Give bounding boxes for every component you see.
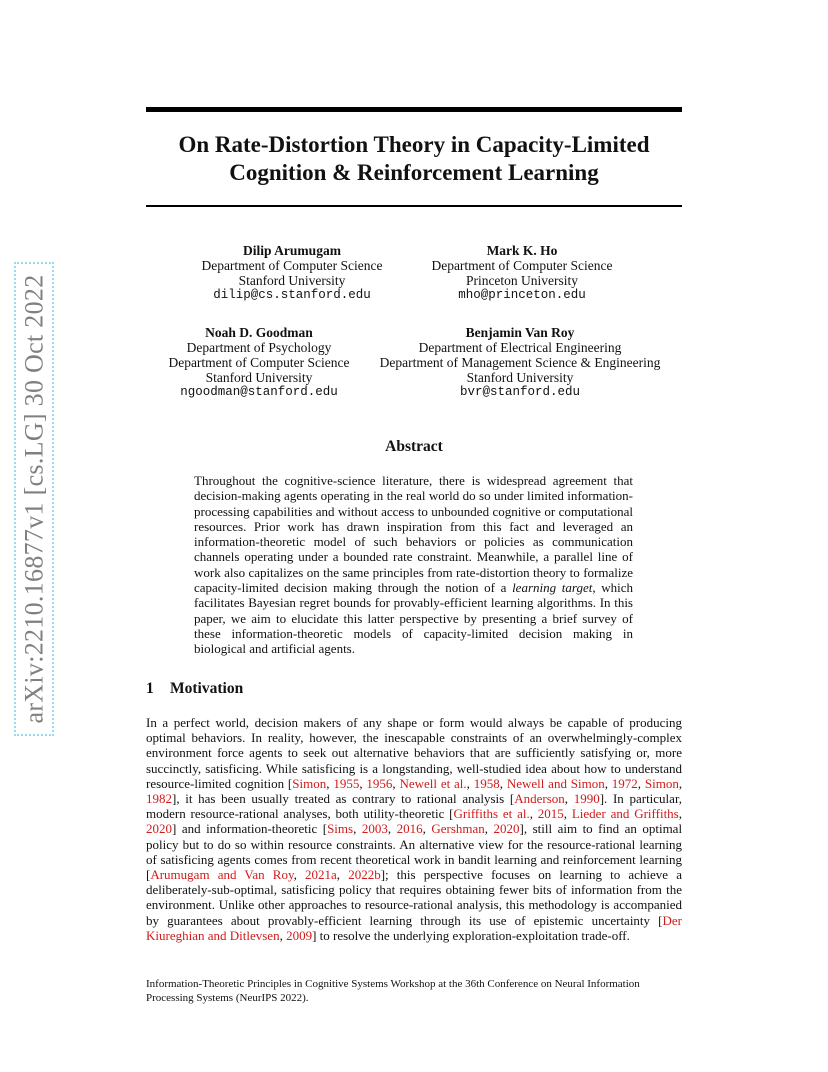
author-block-1 <box>186 243 398 303</box>
abstract-heading: Abstract <box>385 438 443 455</box>
author-email[interactable]: ngoodman@stanford.edu <box>180 385 338 399</box>
citation-sep: , <box>678 775 683 791</box>
arxiv-id: arXiv:2210.16877v1 [cs.LG] 30 Oct 2022 <box>19 274 48 724</box>
author-affiliation: Department of Computer Science <box>168 355 350 370</box>
title-line-2: Cognition & Reinforcement Learning <box>229 160 599 185</box>
body-text: ] to resolve the underlying exploration-exploitation trade-off. <box>312 927 630 943</box>
body-text: ]. In particular, modern resource-rational analyses, both utility-theoretic [ <box>146 791 682 822</box>
author-name: Dilip Arumugam <box>243 243 341 258</box>
author-name: Noah D. Goodman <box>205 325 313 340</box>
author-block-3 <box>160 325 358 400</box>
abstract-text-part: Throughout the cognitive-science literature, there is widespread agreement that decision-making agents operating in the real world do so under limited information-processing capabilities and without access to unbounded cognitive or computational resources. Prior work has drawn inspiration from this fact and leveraged an information-theoretic model of such behaviors or policies as communication channels operating under a bounded rate constraint. Meanwhile, a parallel line of work also capitalizes on the same principles from rate-distortion theory to formalize capacity-limited decision making through the notion of a <box>194 473 633 596</box>
citation-sep: , <box>678 806 682 822</box>
author-email[interactable]: dilip@cs.stanford.edu <box>213 288 371 302</box>
citation-sep: , <box>466 775 474 791</box>
body-text: ], still aim to find an optimal policy but to do so within resource constraints. An alternative view for the resource-rational learning of satisficing agents comes from recent theoretical work in bandit learning and reinforcement learning [ <box>146 821 683 883</box>
citation-link[interactable]: 2020 <box>493 821 520 837</box>
citation-link[interactable]: Anderson <box>514 791 565 807</box>
citation-link[interactable]: Gershman <box>431 821 485 837</box>
author-affiliation: Department of Computer Science <box>201 258 383 273</box>
body-text: ] and information-theoretic [ <box>172 821 328 837</box>
citation-link[interactable]: 2016 <box>396 821 423 837</box>
citation-link[interactable]: Lieder and Griffiths <box>571 806 679 822</box>
author-email[interactable]: bvr@stanford.edu <box>459 385 581 399</box>
author-name: Benjamin Van Roy <box>465 325 575 340</box>
citation-sep: , <box>484 821 494 837</box>
citation-link[interactable]: 1955 <box>333 775 360 791</box>
citation-link[interactable]: 2003 <box>361 821 388 837</box>
title-rule-bottom <box>146 205 682 207</box>
citation-sep: , <box>359 775 367 791</box>
citation-sep: , <box>499 775 507 791</box>
venue-footnote <box>146 977 686 1005</box>
citation-link[interactable]: Newell et al. <box>399 775 467 791</box>
citation-sep: , <box>529 806 538 822</box>
citation-sep: , <box>563 806 572 822</box>
author-block-4 <box>370 325 670 400</box>
arxiv-stamp <box>14 262 54 736</box>
author-affiliation: Department of Management Science & Engineering <box>379 355 661 370</box>
citation-sep: , <box>604 775 612 791</box>
citation-link[interactable]: Arumugam and Van Roy <box>150 867 294 883</box>
section-number: 1 <box>146 680 154 697</box>
author-name: Mark K. Ho <box>486 243 558 258</box>
citation-link[interactable]: Sims <box>327 821 354 837</box>
abstract-text-part: , which facilitates Bayesian regret bounds for provably-efficient learning algorithms. In this paper, we aim to elucidate this latter perspective by presenting a brief survey of these information-theoretic models of capacity-limited decision making in biological and artificial agents. <box>194 580 633 657</box>
citation-sep: , <box>637 775 645 791</box>
body-text: ], it has been usually treated as contrary to rational analysis [ <box>172 791 515 807</box>
author-affiliation: Department of Electrical Engineering <box>418 340 622 355</box>
citation-link[interactable]: 1990 <box>573 791 600 807</box>
body-text: In a perfect world, decision makers of any shape or form would always be capable of producing optimal behaviors. In reality, however, the inescapable constraints of an overwhelmingly-complex environment force agents to seek out alternative behaviors that are sufficiently satisfying or, more succinctly, satisficing. While satisficing is a longstanding, well-studied idea about how to understand resource-limited cognition [ <box>146 715 682 791</box>
author-block-2 <box>422 243 622 303</box>
title-rule-top <box>146 107 682 112</box>
abstract-emphasis: learning target <box>512 580 593 596</box>
citation-sep: , <box>279 927 287 943</box>
citation-link[interactable]: 1972 <box>611 775 638 791</box>
citation-link[interactable]: Der Kiureghian and Ditlevsen <box>146 912 682 943</box>
citation-sep: , <box>293 867 306 883</box>
citation-link[interactable]: 2015 <box>537 806 564 822</box>
citation-link[interactable]: Simon <box>644 775 679 791</box>
footnote-line-1: Information-Theoretic Principles in Cognitive Systems Workshop at the 36th Conference on Neural Information <box>146 978 640 990</box>
citation-link[interactable]: Simon <box>292 775 327 791</box>
citation-sep: , <box>564 791 574 807</box>
citation-link[interactable]: 1956 <box>366 775 393 791</box>
author-affiliation: Department of Computer Science <box>431 258 613 273</box>
citation-sep: , <box>422 821 432 837</box>
motivation-paragraph <box>146 715 682 943</box>
body-text: ]; this perspective focuses on learning to achieve a deliberately-sub-optimal, satisficing policy that requires obtaining fewer bits of information from the environment. Unlike other approaches to resource-rational analysis, this methodology is accompanied by guarantees about provably-efficient learning through its use of epistemic uncertainty [ <box>146 867 683 928</box>
author-affiliation: Stanford University <box>238 273 346 288</box>
citation-link[interactable]: 1958 <box>473 775 500 791</box>
citation-link[interactable]: 2009 <box>286 927 313 943</box>
citation-link[interactable]: 1982 <box>146 791 172 807</box>
section-title: Motivation <box>170 680 244 697</box>
abstract-text <box>194 473 633 657</box>
author-affiliation: Princeton University <box>465 273 579 288</box>
paper-title <box>146 131 682 187</box>
citation-link[interactable]: Griffiths et al. <box>453 806 530 822</box>
citation-link[interactable]: 2021a <box>305 867 337 883</box>
author-affiliation: Stanford University <box>466 370 574 385</box>
citation-link[interactable]: 2020 <box>146 821 172 837</box>
citation-sep: , <box>392 775 400 791</box>
citation-sep: , <box>326 775 334 791</box>
section-heading <box>146 680 243 698</box>
citation-link[interactable]: Newell and Simon <box>506 775 605 791</box>
author-affiliation: Department of Psychology <box>186 340 332 355</box>
footnote-line-2: Processing Systems (NeurIPS 2022). <box>146 992 309 1004</box>
citation-link[interactable]: 2022b <box>348 867 381 883</box>
citation-sep: , <box>387 821 397 837</box>
citation-sep: , <box>336 867 349 883</box>
author-affiliation: Stanford University <box>205 370 313 385</box>
citation-sep: , <box>353 821 362 837</box>
author-email[interactable]: mho@princeton.edu <box>458 288 586 302</box>
title-line-1: On Rate-Distortion Theory in Capacity-Limited <box>178 132 650 157</box>
